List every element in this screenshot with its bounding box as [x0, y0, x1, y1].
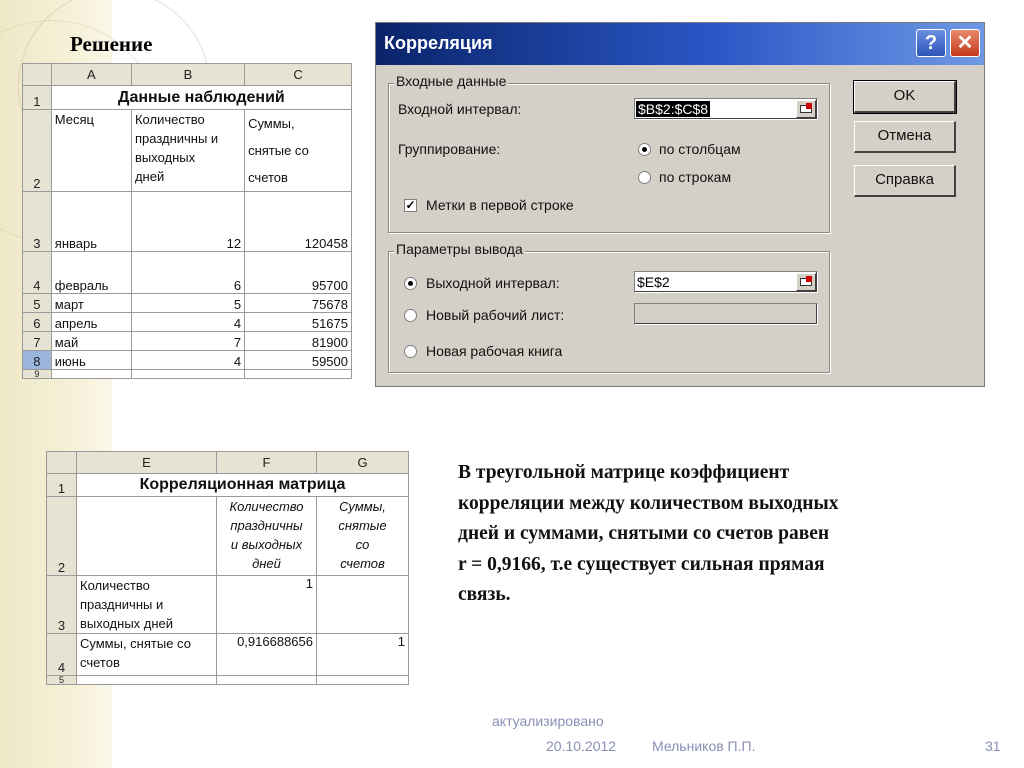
- table-row: [23, 192, 352, 252]
- cell[interactable]: 75678: [245, 294, 352, 313]
- correlation-matrix-sheet: [46, 451, 409, 685]
- column-header[interactable]: F: [217, 452, 317, 474]
- slide-title: Решение: [70, 32, 153, 56]
- cell[interactable]: 95700: [245, 252, 352, 294]
- column-header[interactable]: G: [317, 452, 409, 474]
- grouping-label: Группирование:: [398, 141, 501, 157]
- collapse-dialog-icon[interactable]: [796, 100, 816, 118]
- by-columns-label[interactable]: по столбцам: [659, 141, 741, 157]
- row-header[interactable]: 6: [23, 313, 52, 332]
- header-cell-days[interactable]: Количество праздничны и выходных дней: [217, 497, 317, 576]
- new-sheet-label[interactable]: Новый рабочий лист:: [426, 307, 565, 323]
- cancel-button[interactable]: Отмена: [854, 121, 956, 153]
- row-header[interactable]: 2: [47, 497, 77, 576]
- slide-description: В треугольной матрице коэффициент корреляции между количеством выходных дней и суммами, снятыми со счетов равен r = 0,9166, т.е существует сильная прямая связь.: [458, 462, 839, 605]
- cell[interactable]: 6: [131, 252, 244, 294]
- input-range-field[interactable]: $B$2:$C$8: [634, 98, 818, 120]
- ok-button[interactable]: OK: [854, 81, 956, 113]
- table-row: [47, 634, 409, 676]
- footer-author: Мельников П.П.: [652, 738, 756, 754]
- observations-sheet: [22, 63, 352, 379]
- close-icon[interactable]: ✕: [950, 29, 980, 57]
- cell[interactable]: июнь: [51, 351, 131, 370]
- cell[interactable]: январь: [51, 192, 131, 252]
- cell[interactable]: Количество праздничны и выходных дней: [77, 576, 217, 634]
- table-row: [23, 313, 352, 332]
- table-row: [23, 252, 352, 294]
- header-cell-sums[interactable]: Суммы, снятые со счетов: [245, 110, 352, 192]
- row-header[interactable]: 8: [23, 351, 52, 370]
- input-data-group-label: Входные данные: [396, 73, 507, 89]
- cell[interactable]: апрель: [51, 313, 131, 332]
- cell[interactable]: 81900: [245, 332, 352, 351]
- cell[interactable]: 7: [131, 332, 244, 351]
- correlation-dialog: [375, 22, 985, 387]
- column-header[interactable]: E: [77, 452, 217, 474]
- help-icon[interactable]: ?: [916, 29, 946, 57]
- cell[interactable]: [131, 370, 244, 379]
- output-range-field[interactable]: $E$2: [634, 271, 818, 293]
- table-row: [47, 576, 409, 634]
- row-header[interactable]: 5: [47, 676, 77, 685]
- labels-first-row-checkbox[interactable]: ✓: [405, 198, 416, 212]
- header-cell-month[interactable]: Месяц: [51, 110, 131, 192]
- by-rows-radio[interactable]: [638, 171, 651, 184]
- row-header[interactable]: 9: [23, 370, 52, 379]
- help-button[interactable]: Справка: [854, 165, 956, 197]
- cell[interactable]: [77, 497, 217, 576]
- cell[interactable]: май: [51, 332, 131, 351]
- row-header[interactable]: 2: [23, 110, 52, 192]
- cell[interactable]: 4: [131, 313, 244, 332]
- row-header[interactable]: 7: [23, 332, 52, 351]
- row-header[interactable]: 3: [47, 576, 77, 634]
- cell[interactable]: [317, 576, 409, 634]
- corner-cell[interactable]: [47, 452, 77, 474]
- footer-date: 20.10.2012: [546, 738, 617, 754]
- row-header[interactable]: 1: [23, 86, 52, 110]
- table-row: [23, 294, 352, 313]
- by-columns-radio[interactable]: [638, 143, 651, 156]
- new-sheet-field[interactable]: [634, 303, 818, 325]
- cell[interactable]: 1: [317, 634, 409, 676]
- cell[interactable]: [317, 676, 409, 685]
- output-range-radio[interactable]: [404, 277, 417, 290]
- header-cell-sums[interactable]: Суммы, снятые со счетов: [317, 497, 409, 576]
- cell[interactable]: март: [51, 294, 131, 313]
- labels-first-row-label[interactable]: Метки в первой строке: [426, 197, 574, 213]
- by-rows-label[interactable]: по строкам: [659, 169, 732, 185]
- cell[interactable]: 59500: [245, 351, 352, 370]
- collapse-dialog-icon[interactable]: [796, 273, 816, 291]
- cell[interactable]: [245, 370, 352, 379]
- column-header[interactable]: A: [51, 64, 131, 86]
- new-book-radio[interactable]: [404, 345, 417, 358]
- new-book-label[interactable]: Новая рабочая книга: [426, 343, 563, 359]
- cell[interactable]: 51675: [245, 313, 352, 332]
- matrix-title-cell[interactable]: Корреляционная матрица: [77, 474, 409, 497]
- corner-cell[interactable]: [23, 64, 52, 86]
- cell[interactable]: 1: [217, 576, 317, 634]
- row-header[interactable]: 5: [23, 294, 52, 313]
- cell[interactable]: Суммы, снятые со счетов: [77, 634, 217, 676]
- column-header[interactable]: C: [245, 64, 352, 86]
- footer-page-number: 31: [985, 738, 1001, 754]
- dialog-title: Корреляция: [384, 33, 493, 53]
- output-range-label[interactable]: Выходной интервал:: [426, 275, 560, 291]
- row-header[interactable]: 3: [23, 192, 52, 252]
- cell[interactable]: 5: [131, 294, 244, 313]
- table-row: [23, 332, 352, 351]
- cell[interactable]: [77, 676, 217, 685]
- cell[interactable]: 120458: [245, 192, 352, 252]
- input-range-label: Входной интервал:: [398, 101, 522, 117]
- row-header[interactable]: 1: [47, 474, 77, 497]
- footer-updated-label: актуализировано: [492, 713, 604, 729]
- cell[interactable]: [217, 676, 317, 685]
- row-header[interactable]: 4: [47, 634, 77, 676]
- dialog-titlebar[interactable]: [376, 23, 984, 65]
- cell[interactable]: [51, 370, 131, 379]
- sheet-title-cell[interactable]: Данные наблюдений: [51, 86, 351, 110]
- row-header[interactable]: 4: [23, 252, 52, 294]
- header-cell-days[interactable]: Количество праздничны и выходных дней: [131, 110, 244, 192]
- cell[interactable]: 12: [131, 192, 244, 252]
- cell[interactable]: 0,916688656: [217, 634, 317, 676]
- column-header[interactable]: B: [131, 64, 244, 86]
- new-sheet-radio[interactable]: [404, 309, 417, 322]
- cell[interactable]: февраль: [51, 252, 131, 294]
- output-params-group-label: Параметры вывода: [396, 241, 523, 257]
- cell[interactable]: 4: [131, 351, 244, 370]
- table-row: [23, 351, 352, 370]
